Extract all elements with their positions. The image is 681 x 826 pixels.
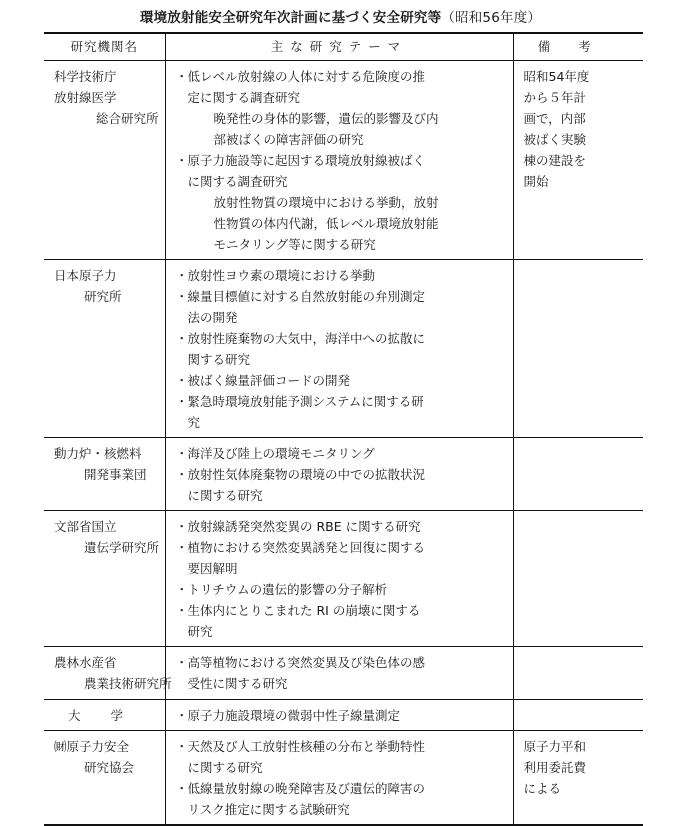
bullet-icon: ・ bbox=[175, 467, 189, 482]
org-name-line: 動力炉・核燃料 bbox=[54, 446, 142, 461]
theme-cell bbox=[165, 61, 513, 260]
bullet-icon: ・ bbox=[175, 331, 189, 346]
org-name-line: 文部省国立 bbox=[54, 519, 117, 534]
theme-item bbox=[174, 516, 509, 537]
theme-text-line: 法の開発 bbox=[187, 310, 238, 325]
theme-cell bbox=[165, 438, 513, 511]
theme-text-line: 天然及び人工放射性核種の分布と挙動特性 bbox=[187, 739, 426, 754]
theme-text-line: 低レベル放射線の人体に対する危険度の推 bbox=[187, 69, 426, 84]
theme-detail-line: 部被ばくの障害評価の研究 bbox=[213, 132, 364, 147]
theme-item bbox=[174, 464, 509, 506]
table-body bbox=[44, 61, 643, 826]
bullet-icon: ・ bbox=[175, 446, 189, 461]
theme-item bbox=[174, 652, 509, 694]
table-row bbox=[44, 700, 643, 731]
research-table bbox=[44, 32, 643, 826]
note-cell bbox=[513, 438, 643, 511]
org-name-line: 開発事業団 bbox=[84, 467, 147, 482]
note-cell bbox=[513, 731, 643, 826]
theme-text-line: 低線量放射線の晩発障害及び遺伝的障害の bbox=[187, 781, 426, 796]
theme-text-line: 放射性ヨウ素の環境における挙動 bbox=[187, 268, 376, 283]
header-note: 備考 bbox=[513, 33, 643, 61]
org-name-line: 日本原子力 bbox=[54, 268, 117, 283]
title-year: （昭和56年度） bbox=[441, 10, 542, 26]
theme-item bbox=[174, 736, 509, 778]
note-cell bbox=[513, 511, 643, 647]
theme-item bbox=[174, 391, 509, 433]
table-row bbox=[44, 511, 643, 647]
theme-item bbox=[174, 537, 509, 579]
note-line: 昭和54年度 bbox=[523, 69, 590, 84]
theme-text-line: 生体内にとりこまれた RI の崩壊に関する bbox=[187, 603, 421, 618]
org-name-line: 研究協会 bbox=[84, 760, 135, 775]
bullet-icon: ・ bbox=[175, 289, 189, 304]
org-name-line: 農業技術研究所 bbox=[84, 676, 172, 691]
header-theme: 主な研究テーマ bbox=[165, 33, 513, 61]
theme-text-line: 要因解明 bbox=[187, 561, 238, 576]
bullet-icon: ・ bbox=[175, 582, 189, 597]
header-row bbox=[44, 33, 643, 61]
bullet-icon: ・ bbox=[175, 268, 189, 283]
theme-cell bbox=[165, 731, 513, 826]
theme-text-line: リスク推定に関する試験研究 bbox=[187, 802, 350, 817]
bullet-icon: ・ bbox=[175, 394, 189, 409]
org-name-line: 遺伝学研究所 bbox=[84, 540, 160, 555]
note-cell bbox=[513, 700, 643, 731]
note-line: 画で，内部 bbox=[523, 111, 586, 126]
theme-text-line: 被ばく線量評価コードの開発 bbox=[187, 373, 351, 388]
theme-text-line: に関する研究 bbox=[187, 488, 263, 503]
theme-item bbox=[174, 328, 509, 370]
bullet-icon: ・ bbox=[175, 373, 189, 388]
note-cell bbox=[513, 260, 643, 438]
bullet-icon: ・ bbox=[175, 519, 189, 534]
table-row bbox=[44, 61, 643, 260]
theme-text-line: 植物における突然変異誘発と回復に関する bbox=[187, 540, 426, 555]
theme-item bbox=[174, 778, 509, 820]
org-cell bbox=[44, 260, 165, 438]
org-name-line: 農林水産省 bbox=[54, 655, 117, 670]
theme-detail-line: 晩発性の身体的影響，遺伝的影響及び内 bbox=[213, 111, 439, 126]
org-cell bbox=[44, 438, 165, 511]
theme-item bbox=[174, 150, 509, 255]
org-name-line: 科学技術庁 bbox=[54, 69, 117, 84]
note-line: から５年計 bbox=[523, 90, 587, 105]
bullet-icon: ・ bbox=[175, 739, 189, 754]
document-title bbox=[0, 6, 681, 26]
org-cell bbox=[44, 731, 165, 826]
note-line: 利用委託費 bbox=[523, 760, 587, 775]
theme-text-line: に関する研究 bbox=[187, 760, 263, 775]
theme-text-line: 研究 bbox=[187, 624, 213, 639]
theme-text-line: 原子力施設等に起因する環境放射線被ばく bbox=[187, 153, 426, 168]
theme-cell bbox=[165, 647, 513, 700]
bullet-icon: ・ bbox=[175, 153, 189, 168]
bullet-icon: ・ bbox=[175, 540, 189, 555]
theme-cell bbox=[165, 260, 513, 438]
theme-detail-line: 放射性物質の環境中における挙動，放射 bbox=[213, 195, 439, 210]
note-line: 棟の建設を bbox=[523, 153, 587, 168]
theme-text-line: 放射性廃棄物の大気中，海洋中への拡散に bbox=[187, 331, 426, 346]
note-line: 被ばく実験 bbox=[523, 132, 587, 147]
org-cell bbox=[44, 61, 165, 260]
theme-item bbox=[174, 443, 509, 464]
bullet-icon: ・ bbox=[175, 69, 189, 84]
theme-detail-line: モニタリング等に関する研究 bbox=[213, 237, 376, 252]
theme-text-line: 関する研究 bbox=[187, 352, 251, 367]
theme-item bbox=[174, 265, 509, 286]
org-name-line: 大学 bbox=[68, 708, 154, 723]
table-row bbox=[44, 260, 643, 438]
title-main: 環境放射能安全研究年次計画に基づく安全研究等 bbox=[139, 10, 442, 26]
org-name-line: 放射線医学 bbox=[54, 90, 117, 105]
note-line: による bbox=[523, 781, 562, 796]
org-name-line: ㈶原子力安全 bbox=[54, 739, 130, 754]
theme-text-line: 原子力施設環境の微弱中性子線量測定 bbox=[187, 708, 401, 723]
org-cell bbox=[44, 511, 165, 647]
bullet-icon: ・ bbox=[175, 603, 189, 618]
theme-cell bbox=[165, 511, 513, 647]
theme-text-line: 究 bbox=[187, 415, 201, 430]
theme-text-line: 受性に関する研究 bbox=[187, 676, 288, 691]
theme-text-line: 緊急時環境放射能予測システムに関する研 bbox=[187, 394, 424, 409]
bullet-icon: ・ bbox=[175, 708, 189, 723]
theme-item bbox=[174, 370, 509, 391]
theme-cell bbox=[165, 700, 513, 731]
org-cell bbox=[44, 700, 165, 731]
theme-item bbox=[174, 579, 509, 600]
theme-text-line: 放射性気体廃棄物の環境の中での拡散状況 bbox=[187, 467, 426, 482]
theme-item bbox=[174, 705, 509, 726]
theme-text-line: 高等植物における突然変異及び染色体の感 bbox=[187, 655, 426, 670]
table-row bbox=[44, 647, 643, 700]
header-org: 研究機関名 bbox=[44, 33, 165, 61]
theme-text-line: に関する調査研究 bbox=[187, 174, 288, 189]
note-cell bbox=[513, 61, 643, 260]
note-cell bbox=[513, 647, 643, 700]
note-line: 原子力平和 bbox=[523, 739, 587, 754]
org-cell bbox=[44, 647, 172, 700]
table-row bbox=[44, 438, 643, 511]
theme-text-line: 放射線誘発突然変異の RBE に関する研究 bbox=[187, 519, 421, 534]
theme-item bbox=[174, 66, 509, 150]
theme-item bbox=[174, 600, 509, 642]
table-row bbox=[44, 731, 643, 826]
org-name-line: 研究所 bbox=[84, 289, 122, 304]
theme-item bbox=[174, 286, 509, 328]
theme-text-line: 定に関する調査研究 bbox=[187, 90, 301, 105]
bullet-icon: ・ bbox=[175, 781, 189, 796]
theme-detail-line: 性物質の体内代謝，低レベル環境放射能 bbox=[213, 216, 439, 231]
theme-text-line: トリチウムの遺伝的影響の分子解析 bbox=[187, 582, 388, 597]
bullet-icon: ・ bbox=[175, 655, 189, 670]
org-name-line: 総合研究所 bbox=[96, 111, 159, 126]
note-line: 開始 bbox=[523, 174, 549, 189]
theme-text-line: 線量目標値に対する自然放射能の弁別測定 bbox=[187, 289, 426, 304]
theme-text-line: 海洋及び陸上の環境モニタリング bbox=[187, 446, 375, 461]
